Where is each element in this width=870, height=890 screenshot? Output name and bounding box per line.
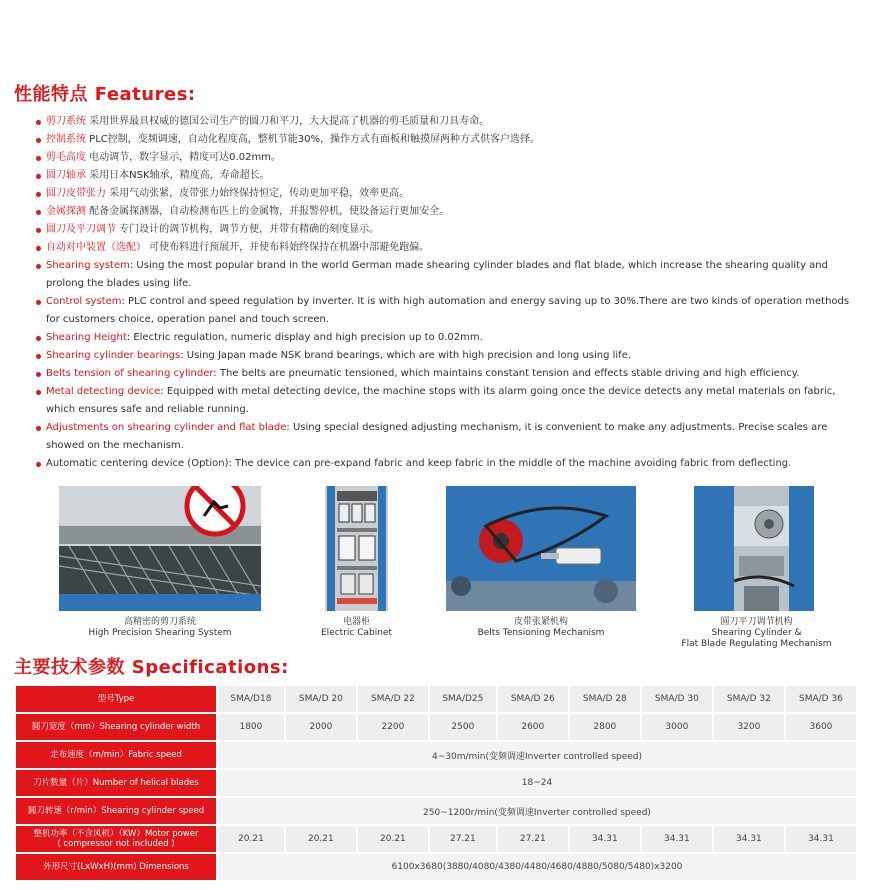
feature-label: Adjustments on shearing cylinder and flat blade	[46, 422, 287, 433]
table-cell: 20.21	[358, 826, 428, 852]
bullet-dot-icon	[36, 462, 41, 467]
feature-item	[36, 365, 856, 383]
feature-text: : PLC control and speed regulation by inverter. It is with high automation and energy saving up to 30%.There are two kinds of operation methods for customers choice, operation panel and touch screen.	[46, 296, 850, 325]
feature-label: Metal detecting device	[46, 386, 161, 397]
caption-cn: 高精密的剪刀系统	[123, 617, 196, 627]
feature-text: : Electric regulation, numeric display and high precision up to 0.02mm.	[126, 332, 483, 343]
bullet-dot-icon	[36, 390, 41, 395]
bullet-dot-icon	[36, 174, 41, 179]
feature-text: : Equipped with metal detecting device, the machine stops with its alarm going once the device detects any metal materials on fabric, which ensures safe and reliable running.	[46, 386, 836, 415]
caption-en: High Precision Shearing System	[88, 628, 232, 638]
table-cell: SMA/D 26	[498, 686, 568, 712]
bullet-dot-icon	[36, 336, 41, 341]
features-title: 性能特点 Features:	[14, 84, 196, 105]
row-label: 走布速度（m/min）Fabric speed	[16, 742, 216, 768]
table-cell: 20.21	[218, 826, 284, 852]
table-cell: 34.31	[642, 826, 712, 852]
feature-item	[36, 257, 856, 293]
table-cell: SMA/D 22	[358, 686, 428, 712]
table-row-blades	[16, 770, 856, 796]
feature-label: 剪毛高度	[46, 152, 86, 163]
feature-item	[36, 203, 856, 221]
bullet-dot-icon	[36, 426, 41, 431]
bullet-dot-icon	[36, 156, 41, 161]
feature-text: 电动调节，数字显示，精度可达0.02mm。	[86, 152, 281, 163]
feature-label: Control system	[46, 296, 122, 307]
row-label: 圆刀宽度（mm）Shearing cylinder width	[16, 714, 216, 740]
feature-text: 采用世界最具权威的德国公司生产的圆刀和平刀，大大提高了机器的剪毛质量和刀具寿命。	[86, 116, 490, 127]
feature-label: 圆刀皮带张力	[46, 188, 106, 199]
bullet-dot-icon	[36, 120, 41, 125]
row-label	[16, 826, 216, 852]
bullet-dot-icon	[36, 372, 41, 377]
caption-cn: 皮带张紧机构	[513, 617, 568, 627]
bullet-dot-icon	[36, 264, 41, 269]
specifications-title: 主要技术参数 Specifications:	[14, 657, 289, 678]
caption-en-2: Flat Blade Regulating Mechanism	[681, 639, 832, 649]
table-cell: 6100x3680(3880/4080/4380/4480/4680/4880/5080/5480)x3200	[218, 854, 856, 880]
photo-shearing-system	[59, 486, 261, 611]
feature-text: 可使布料进行预展开，并使布料始终保持在机器中部避免跑偏。	[146, 242, 430, 253]
feature-text: : The belts are pneumatic tensioned, which maintains constant tension and effects stable driving and high efficiency.	[213, 368, 800, 379]
bullet-dot-icon	[36, 228, 41, 233]
table-row-type	[16, 686, 856, 712]
feature-text: : Using the most popular brand in the world German made shearing cylinder blades and flat blade, which increase the shearing quality and prolong the blades using life.	[46, 260, 828, 289]
table-cell: 18~24	[218, 770, 856, 796]
row-label: 外形尺寸(LxWxH)(mm) Dimensions	[16, 854, 216, 880]
features-list	[36, 113, 856, 473]
table-cell: 2500	[430, 714, 496, 740]
feature-item	[36, 185, 856, 203]
table-row-cylinder-speed	[16, 798, 856, 824]
feature-item	[36, 239, 856, 257]
feature-text: : Using Japan made NSK brand bearings, which are with high precision and long using life.	[180, 350, 632, 361]
photo-belt-tensioning	[446, 486, 636, 611]
feature-label: Shearing cylinder bearings	[46, 350, 181, 361]
caption-electric-cabinet	[300, 617, 413, 639]
table-cell: 34.31	[570, 826, 640, 852]
table-cell: 3000	[642, 714, 712, 740]
feature-item	[36, 167, 856, 185]
table-cell: 250~1200r/min(变频调速Inverter controlled speed)	[218, 798, 856, 824]
row-label: 刀片数量（片）Number of helical blades	[16, 770, 216, 796]
feature-label: Shearing Height	[46, 332, 127, 343]
table-cell: SMA/D18	[218, 686, 284, 712]
table-cell: SMA/D 30	[642, 686, 712, 712]
feature-text: : Using special designed adjusting mechanism, it is convenient to make any adjustments. Precise scales are showed on the mechanism.	[46, 422, 828, 451]
bullet-dot-icon	[36, 192, 41, 197]
table-cell: 34.31	[714, 826, 784, 852]
caption-shearing-system	[59, 617, 261, 639]
table-cell: SMA/D 28	[570, 686, 640, 712]
feature-item	[36, 347, 856, 365]
table-row-width	[16, 714, 856, 740]
table-cell: 4~30m/min(变频调速Inverter controlled speed)	[218, 742, 856, 768]
caption-cn: 圆刀平刀调节机构	[720, 617, 793, 627]
feature-label: Belts tension of shearing cylinder	[46, 368, 214, 379]
table-cell: SMA/D 20	[286, 686, 356, 712]
bullet-dot-icon	[36, 138, 41, 143]
feature-label: 剪刀系统	[46, 116, 86, 127]
row-label: 型号Type	[16, 686, 216, 712]
table-cell: 34.31	[786, 826, 856, 852]
row-label-line: ( compressor not included )	[57, 839, 175, 849]
table-cell: 2800	[570, 714, 640, 740]
feature-text: Automatic centering device (Option): The device can pre-expand fabric and keep fabric in the middle of the machine avoiding fabric from deflecting.	[46, 458, 792, 469]
bullet-dot-icon	[36, 354, 41, 359]
row-label: 圆刀转速（r/min）Shearing cylinder speed	[16, 798, 216, 824]
feature-item	[36, 455, 856, 473]
photo-electric-cabinet	[325, 486, 388, 611]
feature-text: 采用气动张紧，皮带张力始终保持恒定，传动更加平稳，效率更高。	[106, 188, 410, 199]
table-cell: 20.21	[286, 826, 356, 852]
feature-text: 配备金属探测器，自动检测布匹上的金属物，并报警停机，使设备运行更加安全。	[86, 206, 450, 217]
feature-text: 采用日本NSK轴承，精度高，寿命超长。	[86, 170, 270, 181]
table-cell: 2200	[358, 714, 428, 740]
table-cell: 2600	[498, 714, 568, 740]
feature-text: 专门设计的调节机构，调节方便，并带有精确的刻度显示。	[116, 224, 380, 235]
table-cell: 27.21	[430, 826, 496, 852]
table-cell: 1800	[218, 714, 284, 740]
feature-item	[36, 149, 856, 167]
caption-belt-tensioning	[466, 617, 616, 639]
feature-label: Shearing system	[46, 260, 130, 271]
feature-item	[36, 131, 856, 149]
feature-label: 金属探测	[46, 206, 86, 217]
feature-item	[36, 329, 856, 347]
table-cell: 27.21	[498, 826, 568, 852]
feature-item	[36, 383, 856, 419]
table-cell: 3600	[786, 714, 856, 740]
caption-en: Electric Cabinet	[321, 628, 392, 638]
table-row-motor-power	[16, 826, 856, 852]
caption-en: Shearing Cylinder &	[711, 628, 802, 638]
feature-text: PLC控制，变频调速，自动化程度高，整机节能30%，操作方式有面板和触摸屏两种方式供客户选择。	[86, 134, 540, 145]
feature-label: 自动对中装置（选配）	[46, 242, 146, 253]
feature-item	[36, 293, 856, 329]
feature-label: 圆刀轴承	[46, 170, 86, 181]
table-row-fabric-speed	[16, 742, 856, 768]
table-cell: 2000	[286, 714, 356, 740]
row-label-line: 整机功率（不含风机）（KW）Motor power	[33, 829, 199, 839]
feature-label: 圆刀及平刀调节	[46, 224, 116, 235]
table-row-dimensions	[16, 854, 856, 880]
photo-blade-regulating	[694, 486, 814, 611]
feature-item	[36, 113, 856, 131]
caption-en: Belts Tensioning Mechanism	[477, 628, 605, 638]
feature-item	[36, 419, 856, 455]
caption-blade-regulating	[674, 617, 839, 650]
bullet-dot-icon	[36, 210, 41, 215]
bullet-dot-icon	[36, 300, 41, 305]
table-cell: SMA/D 32	[714, 686, 784, 712]
caption-cn: 电器柜	[342, 617, 370, 627]
table-cell: 3200	[714, 714, 784, 740]
feature-label: 控制系统	[46, 134, 86, 145]
specifications-table	[14, 684, 858, 882]
table-cell: SMA/D25	[430, 686, 496, 712]
table-cell: SMA/D 36	[786, 686, 856, 712]
bullet-dot-icon	[36, 246, 41, 251]
feature-item	[36, 221, 856, 239]
